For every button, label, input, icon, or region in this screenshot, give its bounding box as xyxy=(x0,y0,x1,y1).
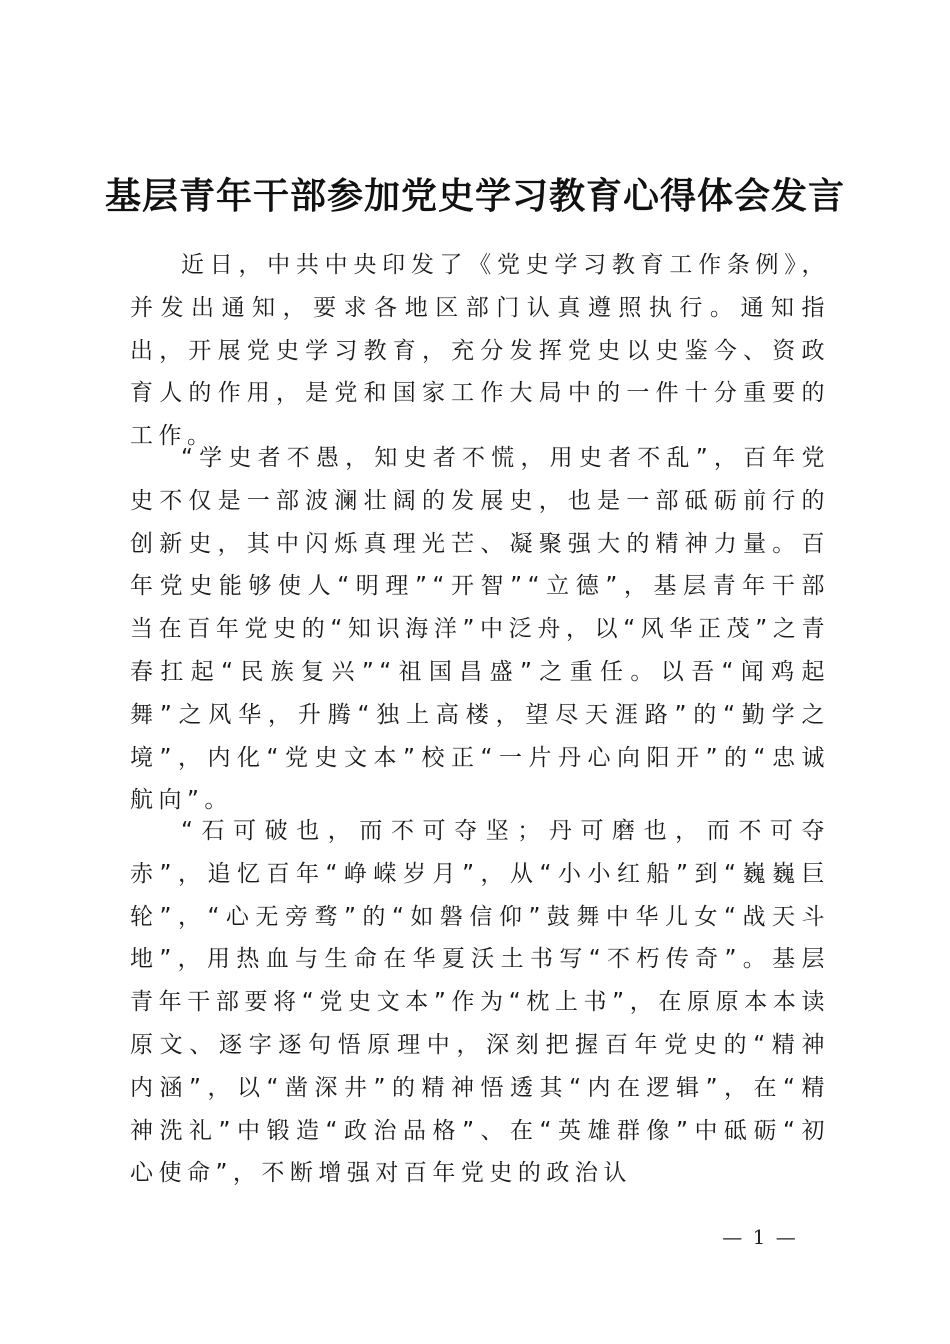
body-paragraph-2: “学史者不愚，知史者不慌，用史者不乱”，百年党史不仅是一部波澜壮阔的发展史，也是一部砥砺前行的创新史，其中闪烁真理光芒、凝聚强大的精神力量。百年党史能够使人“明理”“开智”“立德”，基层青年干部当在百年党史的“知识海洋”中泛舟，以“风华正茂”之青春扛起“民族复兴”“祖国昌盛”之重任。以吾“闻鸡起舞”之风华，升腾“独上高楼，望尽天涯路”的“勤学之境”，内化“党史文本”校正“一片丹心向阳开”的“忠诚航向”。 xyxy=(130,445,830,814)
document-title: 基层青年干部参加党史学习教育心得体会发言 xyxy=(104,175,845,217)
page-number: — 1 — xyxy=(722,1225,798,1249)
body-paragraph-3: “石可破也，而不可夺坚；丹可磨也，而不可夺赤”，追忆百年“峥嵘岁月”，从“小小红船”到“巍巍巨轮”，“心无旁骛”的“如磐信仰”鼓舞中华儿女“战天斗地”，用热血与生命在华夏沃土书写“不朽传奇”。基层青年干部要将“党史文本”作为“枕上书”，在原原本本读原文、逐字逐句悟原理中，深刻把握百年党史的“精神内涵”，以“凿深井”的精神悟透其“内在逻辑”，在“精神洗礼”中锻造“政治品格”、在“英雄群像”中砥砺“初心使命”，不断增强对百年党史的政治认 xyxy=(130,818,830,1187)
body-paragraph-1: 近日，中共中央印发了《党史学习教育工作条例》，并发出通知，要求各地区部门认真遵照执行。通知指出，开展党史学习教育，充分发挥党史以史鉴今、资政育人的作用，是党和国家工作大局中的一件十分重要的工作。 xyxy=(130,252,830,450)
